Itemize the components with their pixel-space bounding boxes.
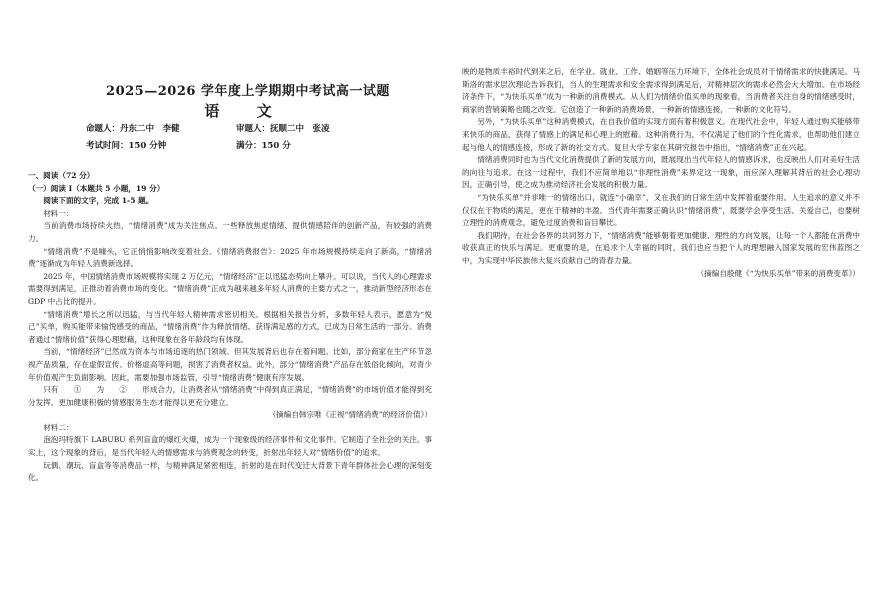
section-heading: 一、阅读（72 分） [28,171,95,180]
source-citation: （摘编自殷健《“为快乐买单”带来的消费变革》） [696,268,860,278]
material-two-label: 材料二： [43,422,74,432]
material-one-label: 材料一： [43,208,74,218]
reviewer-label: 审题人：抚顺二中 张凌 [236,124,330,134]
paragraph: “情绪消费”增长之所以迅猛，与当代年轻人精神需求密切相关。根据相关报告分析，多数年轻人表示，愿意为“悦己”买单，购买能带来愉悦感受的商品，“情绪消费”作为释放情绪、获得满足感的方式，已成为日常生活的一部分。消费者通过“情绪价值”获得心理慰藉，这种现象在各年龄段均有体现。 [28,309,432,344]
paragraph: 当前，“情绪经济”已然成为资本与市场追逐的热门领域。但其发展背后也存在着问题。比如，部分商家在生产环节忽视产品质量，存在虚假宣传、价格虚高等问题，损害了消费者权益。此外，部分“情绪消费”产品存在低俗化倾向，对青少年价值观产生负面影响。因此，需要加强市场监管，引导“情绪消费”健康有序发展。 [28,347,432,382]
paragraph: “情绪消费”不是噱头，它正悄悄影响改变着社会。《情绪消费报告》：2025 年市场规模持续走向了新高，“情绪消费”逐渐成为年轻人消费新选择。 [28,246,432,269]
paragraph: 情绪消费同时也为当代文化消费提供了新的发展方向，既展现出当代年轻人的情感诉求，也反映出人们对美好生活的向往与追求。在这一过程中，我们不应简单地以“非理性消费”来界定这一现象，而应深入理解其背后的社会心理动因，正确引导，使之成为推动经济社会发展的积极力量。 [462,155,860,190]
paragraph: “为快乐买单”并非唯一的情绪出口，就连“小确幸”，又在我们的日常生活中发挥着重要作用。人生追求的意义并不仅仅在于物质的满足，更在于精神的丰盈。当代青年需要正确认识“情绪消费”，既要学会享受生活、关爱自己，也要树立理性的消费观念，避免过度消费和盲目攀比。 [462,192,860,228]
paragraph: 玩偶、潮玩、盲盒等等消费品一样，与精神满足紧密相连，折射的是在时代变迁大背景下青年群体社会心理的深刻变化。 [28,460,432,483]
setter-label: 命题人：丹东二中 李健 [86,124,180,134]
meta-row-authors [86,122,426,134]
exam-time: 考试时间：150 分钟 [86,141,167,151]
left-body-text [28,170,432,485]
full-score: 满分：150 分 [236,141,291,151]
subsection-heading: （一）阅读 I（本题共 5 小题，19 分） [28,183,165,193]
paragraph: 映的是物质丰裕时代到来之后，在学业、就业、工作、婚姻等压力环境下，全体社会成员对于情绪需求的快捷满足。马斯洛的需求层次理论告诉我们，当人的生理需求和安全需求得到满足后，对精神层次的需求必然会大大增加。在市场经济条件下，“为快乐买单”成为一种新的消费模式。从人们为情绪价值买单的现象看，当消费者关注自身的情绪感受时，商家的营销策略也随之改变。它创造了一种新的消费场景，一种新的情感连接，一种新的文化符号。 [462,67,860,114]
meta-row-time-score [86,139,426,151]
subject-title: 语 文 [204,102,288,120]
paragraph: 另外，“为快乐买单”这种消费模式，在自我价值的实现方面有着积极意义。在现代社会中，年轻人通过购买能够带来快乐的商品，获得了情感上的满足和心理上的慰藉。这种消费行为，不仅满足了他们的个性化需求，也帮助他们建立起与他人的情感连接，形成了新的社交方式。复旦大学专家在其研究报告中指出，“情绪消费”正在兴起。 [462,117,860,152]
exam-title: 2025—2026 学年度上学期期中考试高一试题 [106,84,390,99]
instruction-text: 阅读下面的文字，完成 1-5 题。 [43,196,154,206]
fill-blank-paragraph: 只有 ① 为 ② 形成合力，让消费者从“情绪消费”中得到真正满足，“情绪消费”的市场价值才能得到充分发挥，更加健康积极的情感服务生态才能得以更充分建立。 [28,385,432,407]
left-column [28,0,432,615]
paragraph: 泡泡玛特旗下 LABUBU 系列盲盒的爆红火爆，成为一个现象级的经济事件和文化事件。它制造了全社会的关注。事实上，这个现象的背后，是当代年轻人的情感需求与消费观念的转变，折射出年轻人对“情绪价值”的追求。 [28,435,432,458]
source-citation: （摘编自韩宗唯《正视“情绪消费”的经济价值》） [268,410,432,420]
paragraph: 2025 年，中国情绪消费市场规模将实现 2 万亿元，“情绪经济”正以迅猛态势向上攀升。可以说，当代人的心理需求需要得到满足，正推动着消费市场的变化。“情绪消费”正成为越来越多年轻人消费的主要方式之一，推动新型经济形态在 GDP 中占比的提升。 [28,271,432,306]
right-body-text [462,66,860,280]
right-column [462,0,860,615]
paragraph: 当前消费市场持续火热，“情绪消费”成为关注焦点。一些释放焦虑情绪、提供情感陪伴的创新产品，有较强的消费力。 [28,221,432,243]
paragraph: 我们期待，在社会各界的共同努力下，“情绪消费”能够朝着更加健康、理性的方向发展，让每一个人都能在消费中收获真正的快乐与满足。更重要的是，在追求个人幸福的同时，我们也应当把个人的理想融入国家发展的宏伟蓝图之中，为实现中华民族伟大复兴贡献自己的青春力量。 [462,230,860,265]
